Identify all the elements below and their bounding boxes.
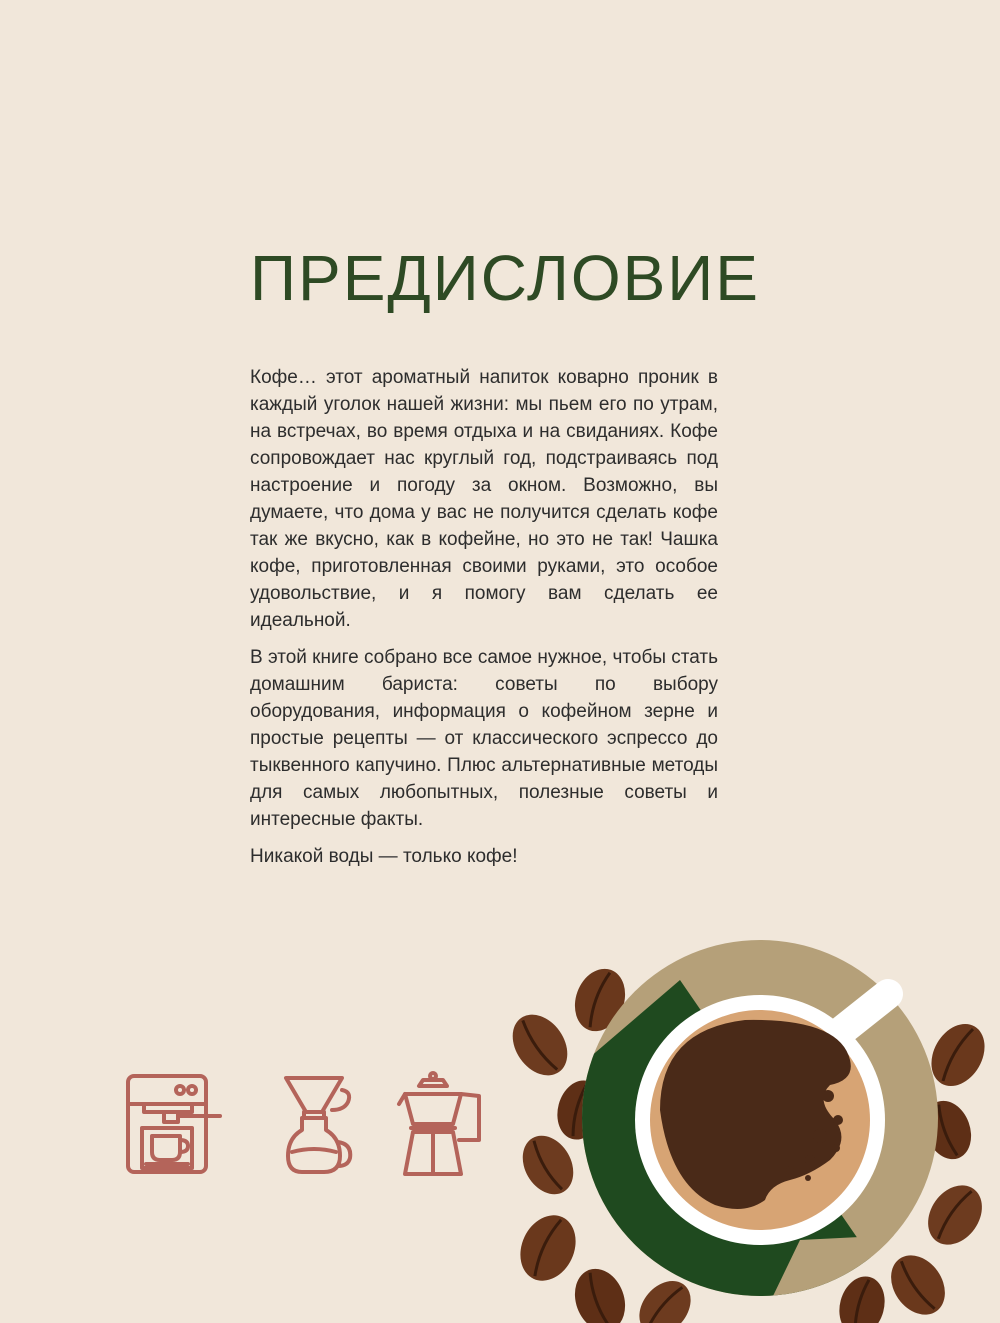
pour-over-icon <box>280 1070 370 1180</box>
paragraph-2: В этой книге собрано все самое нужное, чтобы стать домашним бариста: советы по выбору оборудования, информация о кофейном зерне и простые рецепты — от классического эспрессо до тыквенного капучино. Плюс альтернативные методы для самых любопытных, полезные советы и интересные факты. <box>250 647 718 830</box>
paragraph-3: Никакой воды — только кофе! <box>250 846 518 867</box>
page-title: ПРЕДИСЛОВИЕ <box>250 242 760 314</box>
moka-pot-icon <box>395 1070 485 1180</box>
foreword-text <box>250 364 718 880</box>
paragraph-1: Кофе… этот ароматный напиток коварно проник в каждый уголок нашей жизни: мы пьем его по утрам, на встречах, во время отдыха и на свиданиях. Кофе сопровождает нас круглый год, подстраиваясь под настроение и погоду за окном. Возможно, вы думаете, что дома у вас не получится сделать кофе так же вкусно, как в кофейне, но это не так! Чашка кофе, приготовленная своими руками, это особое удовольствие, и я помогу вам сделать ее идеальной. <box>250 367 718 631</box>
coffee-cup <box>635 995 885 1245</box>
espresso-machine-icon <box>120 1070 230 1180</box>
coffee-cup-illustration <box>500 930 1000 1323</box>
